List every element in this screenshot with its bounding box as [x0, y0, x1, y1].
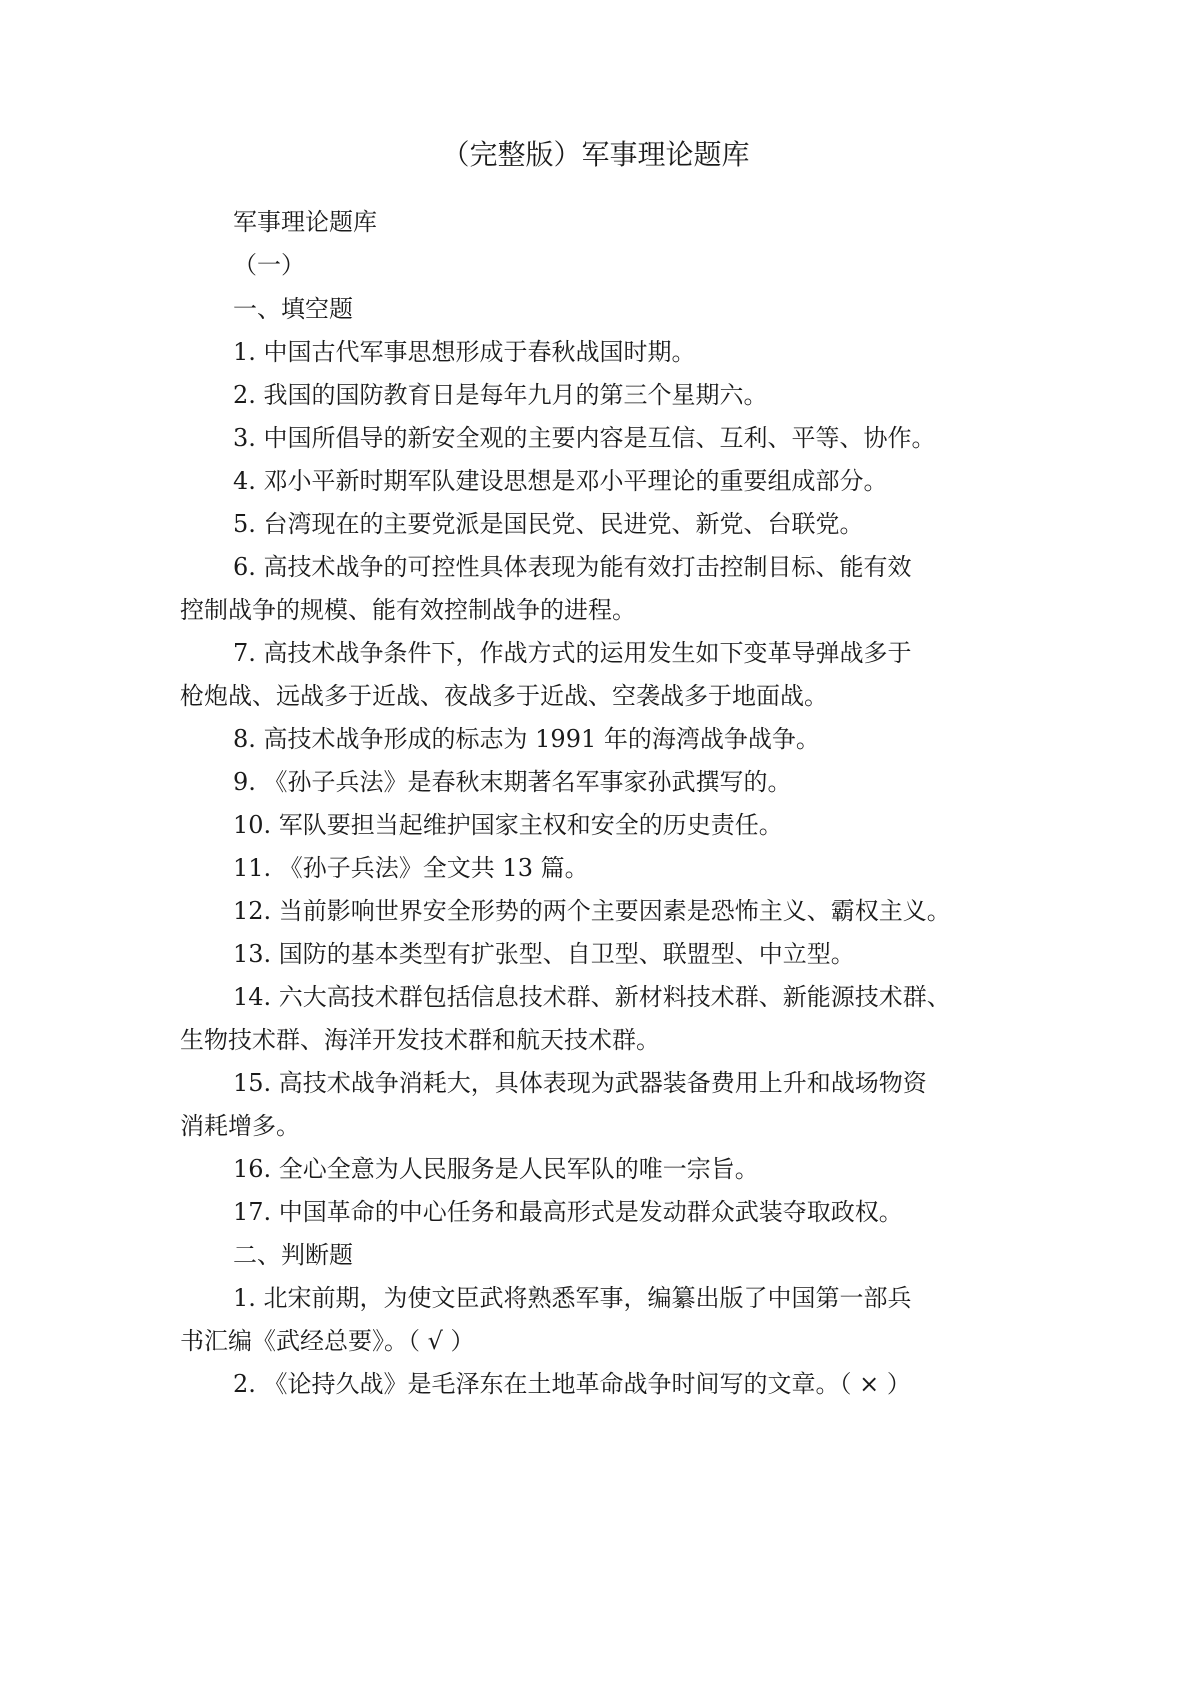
question-11: 11. 《孙子兵法》全文共 13 篇。	[233, 854, 589, 882]
question-7-line-1: 7. 高技术战争条件下，作战方式的运用发生如下变革导弹战多于	[233, 639, 912, 667]
question-7-line-2: 枪炮战、远战多于近战、夜战多于近战、空袭战多于地面战。	[180, 682, 828, 710]
document-title: （完整版）军事理论题库	[441, 138, 750, 171]
question-2: 2. 我国的国防教育日是每年九月的第三个星期六。	[233, 381, 768, 409]
document-subtitle: 军事理论题库	[233, 208, 377, 236]
judgement-2: 2. 《论持久战》是毛泽东在土地革命战争时间写的文章。（ × ）	[233, 1370, 911, 1398]
question-15-line-1: 15. 高技术战争消耗大，具体表现为武器装备费用上升和战场物资	[233, 1069, 927, 1097]
question-6-line-1: 6. 高技术战争的可控性具体表现为能有效打击控制目标、能有效	[233, 553, 912, 581]
question-13: 13. 国防的基本类型有扩张型、自卫型、联盟型、中立型。	[233, 940, 855, 968]
question-15-line-2: 消耗增多。	[180, 1112, 300, 1140]
question-9: 9. 《孙子兵法》是春秋末期著名军事家孙武撰写的。	[233, 768, 792, 796]
question-4: 4. 邓小平新时期军队建设思想是邓小平理论的重要组成部分。	[233, 467, 888, 495]
question-5: 5. 台湾现在的主要党派是国民党、民进党、新党、台联党。	[233, 510, 864, 538]
question-14-line-2: 生物技术群、海洋开发技术群和航天技术群。	[180, 1026, 660, 1054]
section-heading-true-false: 二、判断题	[233, 1241, 353, 1269]
question-1: 1. 中国古代军事思想形成于春秋战国时期。	[233, 338, 696, 366]
judgement-1-line-2: 书汇编《武经总要》。（ √ ）	[180, 1327, 475, 1355]
question-10: 10. 军队要担当起维护国家主权和安全的历史责任。	[233, 811, 783, 839]
question-14-line-1: 14. 六大高技术群包括信息技术群、新材料技术群、新能源技术群、	[233, 983, 951, 1011]
question-17: 17. 中国革命的中心任务和最高形式是发动群众武装夺取政权。	[233, 1198, 903, 1226]
question-3: 3. 中国所倡导的新安全观的主要内容是互信、互利、平等、协作。	[233, 424, 936, 452]
question-12: 12. 当前影响世界安全形势的两个主要因素是恐怖主义、霸权主义。	[233, 897, 951, 925]
question-6-line-2: 控制战争的规模、能有效控制战争的进程。	[180, 596, 636, 624]
part-label: （一）	[233, 251, 305, 279]
question-8: 8. 高技术战争形成的标志为 1991 年的海湾战争战争。	[233, 725, 820, 753]
judgement-1-line-1: 1. 北宋前期，为使文臣武将熟悉军事，编纂出版了中国第一部兵	[233, 1284, 912, 1312]
question-16: 16. 全心全意为人民服务是人民军队的唯一宗旨。	[233, 1155, 759, 1183]
section-heading-fill-blank: 一、填空题	[233, 295, 353, 323]
